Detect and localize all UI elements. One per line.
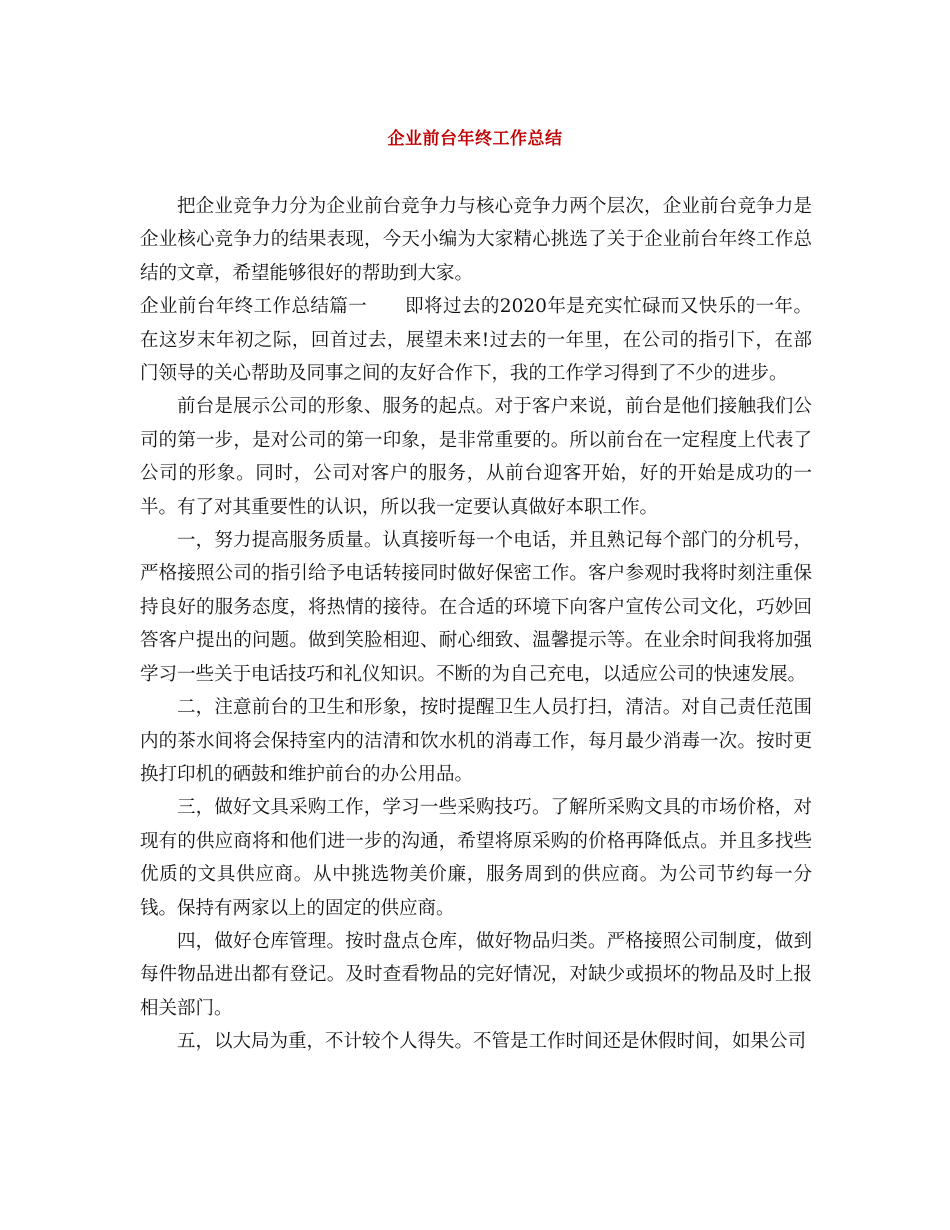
paragraph-item-four: 四，做好仓库管理。按时盘点仓库，做好物品归类。严格接照公司制度，做到每件物品进出都有登记。及时查看物品的完好情况，对缺少或损坏的物品及时上报相关部门。 xyxy=(140,930,812,1019)
paragraph-item-two: 二，注意前台的卫生和形象，按时提醒卫生人员打扫，清洁。对自己责任范围内的茶水间将会保持室内的洁清和饮水机的消毒工作，每月最少消毒一次。按时更换打印机的硒鼓和维护前台的办公用品。 xyxy=(140,697,812,785)
paragraph-intro: 把企业竞争力分为企业前台竞争力与核心竞争力两个层次，企业前台竞争力是企业核心竞争力的结果表现，今天小编为大家精心挑选了关于企业前台年终工作总结的文章，希望能够很好的帮助到大家。 xyxy=(140,196,812,284)
document-title: 企业前台年终工作总结 xyxy=(387,129,563,149)
paragraph-front-desk-role: 前台是展示公司的形象、服务的起点。对于客户来说，前台是他们接触我们公司的第一步，是对公司的第一印象，是非常重要的。所以前台在一定程度上代表了公司的形象。同时，公司对客户的服务，从前台迎客开始，好的开始是成功的一半。有了对其重要性的认识，所以我一定要认真做好本职工作。 xyxy=(140,396,812,518)
document-body xyxy=(140,190,812,1059)
paragraph-item-one: 一，努力提高服务质量。认真接听每一个电话，并且熟记每个部门的分机号，严格接照公司的指引给予电话转接同时做好保密工作。客户参观时我将时刻注重保持良好的服务态度，将热情的接待。在合适的环境下向客户宣传公司文化，巧妙回答客户提出的问题。做到笑脸相迎、耐心细致、温馨提示等。在业余时间我将加强学习一些关于电话技巧和礼仪知识。不断的为自己充电，以适应公司的快速发展。 xyxy=(140,530,812,685)
paragraph-part-one: 企业前台年终工作总结篇一 即将过去的2020年是充实忙碌而又快乐的一年。在这岁末年初之际，回首过去，展望未来!过去的一年里，在公司的指引下，在部门领导的关心帮助及同事之间的友好合作下，我的工作学习得到了不少的进步。 xyxy=(140,296,812,385)
paragraph-item-three: 三，做好文具采购工作，学习一些采购技巧。了解所采购文具的市场价格，对现有的供应商将和他们进一步的沟通，希望将原采购的价格再降低点。并且多找些优质的文具供应商。从中挑选物美价廉，服务周到的供应商。为公司节约每一分钱。保持有两家以上的固定的供应商。 xyxy=(140,797,812,919)
paragraph-item-five: 五，以大局为重，不计较个人得失。不管是工作时间还是休假时间，如果公司 xyxy=(177,1031,807,1053)
